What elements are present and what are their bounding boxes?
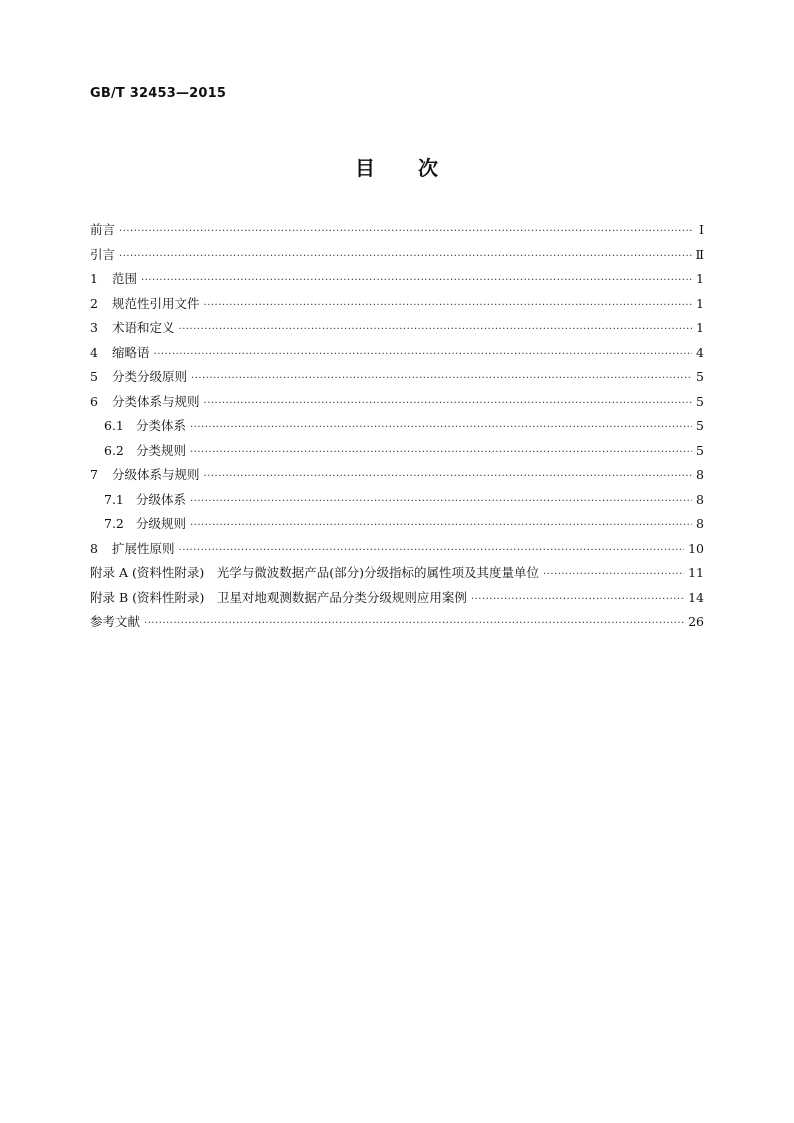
toc-entry-page: 10 xyxy=(688,540,704,556)
toc-entry-page: 14 xyxy=(688,589,704,605)
toc-entry-number: 7 xyxy=(90,467,98,482)
dot-leader xyxy=(179,316,692,343)
toc-entry-page: 26 xyxy=(688,614,704,629)
toc-entry-label: 分级体系 xyxy=(136,491,187,507)
toc-entry-label: 分类规则 xyxy=(136,442,187,458)
toc-entry-label: 引言 xyxy=(90,246,116,262)
toc-entry-6[interactable] xyxy=(90,390,704,415)
dot-leader xyxy=(141,267,692,294)
dot-leader xyxy=(190,414,692,441)
toc-entry-7-2[interactable] xyxy=(90,512,704,537)
toc-entry-label: 分级规则 xyxy=(136,516,187,531)
toc-entry-page: 8 xyxy=(696,491,704,507)
toc-entry-label: 附录 B (资料性附录) 卫星对地观测数据产品分类分级规则应用案例 xyxy=(90,589,467,605)
dot-leader xyxy=(191,365,692,392)
toc-entry-page: 8 xyxy=(696,467,704,482)
toc-entry-number: 4 xyxy=(90,344,98,360)
toc-entry-6-2[interactable] xyxy=(90,439,704,464)
toc-entry-label: 术语和定义 xyxy=(112,320,175,335)
toc-entry-references[interactable] xyxy=(90,610,704,635)
toc-entry-page: 1 xyxy=(696,320,704,335)
toc-entry-number: 6 xyxy=(90,393,98,409)
toc-entry-5[interactable] xyxy=(90,365,704,390)
dot-leader xyxy=(119,218,692,245)
toc-entry-number: 6.2 xyxy=(104,442,124,458)
toc-entry-3[interactable] xyxy=(90,316,704,341)
toc-entry-number: 5 xyxy=(90,369,98,384)
dot-leader xyxy=(144,610,684,637)
dot-leader xyxy=(204,390,692,417)
toc-entry-label: 前言 xyxy=(90,222,116,237)
dot-leader xyxy=(119,243,691,270)
toc-entry-page: 5 xyxy=(696,418,704,433)
toc-entry-number: 7.1 xyxy=(104,491,124,507)
toc-entry-page: 8 xyxy=(696,516,704,531)
toc-entry-label: 缩略语 xyxy=(112,344,150,360)
dot-leader xyxy=(190,512,692,539)
toc-entry-7[interactable] xyxy=(90,463,704,488)
toc-entry-7-1[interactable] xyxy=(90,488,704,513)
toc-entry-label: 附录 A (资料性附录) 光学与微波数据产品(部分)分级指标的属性项及其度量单位 xyxy=(90,565,539,580)
dot-leader xyxy=(179,537,685,564)
dot-leader xyxy=(154,341,692,368)
toc-entry-page: 1 xyxy=(696,271,704,286)
toc-entry-page: 1 xyxy=(696,295,704,311)
table-of-contents xyxy=(90,218,704,635)
dot-leader xyxy=(190,439,692,466)
toc-entry-page: 5 xyxy=(696,442,704,458)
dot-leader xyxy=(543,561,684,588)
toc-entry-label: 分级体系与规则 xyxy=(112,467,200,482)
dot-leader xyxy=(190,488,692,515)
toc-entry-label: 范围 xyxy=(112,271,138,286)
toc-entry-page: Ⅱ xyxy=(695,246,704,262)
toc-entry-8[interactable] xyxy=(90,537,704,562)
toc-entry-page: 4 xyxy=(696,344,704,360)
toc-entry-page: 5 xyxy=(696,393,704,409)
toc-entry-number: 7.2 xyxy=(104,516,124,531)
toc-entry-label: 扩展性原则 xyxy=(112,540,175,556)
dot-leader xyxy=(204,463,692,490)
dot-leader xyxy=(204,292,692,319)
toc-entry-label: 参考文献 xyxy=(90,614,141,629)
toc-entry-number: 2 xyxy=(90,295,98,311)
page-title: 目 次 xyxy=(355,156,439,180)
toc-entry-appendix-b[interactable] xyxy=(90,586,704,611)
toc-entry-label: 分类体系 xyxy=(136,418,187,433)
toc-entry-label: 分类分级原则 xyxy=(112,369,188,384)
dot-leader xyxy=(471,586,684,613)
toc-entry-1[interactable] xyxy=(90,267,704,292)
toc-entry-introduction[interactable] xyxy=(90,243,704,268)
toc-entry-page: Ⅰ xyxy=(699,222,704,237)
toc-entry-page: 5 xyxy=(696,369,704,384)
toc-entry-4[interactable] xyxy=(90,341,704,366)
toc-entry-6-1[interactable] xyxy=(90,414,704,439)
toc-entry-number: 1 xyxy=(90,271,98,286)
toc-entry-appendix-a[interactable] xyxy=(90,561,704,586)
toc-entry-label: 分类体系与规则 xyxy=(112,393,200,409)
toc-entry-number: 8 xyxy=(90,540,98,556)
toc-entry-number: 3 xyxy=(90,320,98,335)
toc-entry-label: 规范性引用文件 xyxy=(112,295,200,311)
toc-entry-foreword[interactable] xyxy=(90,218,704,243)
toc-entry-2[interactable] xyxy=(90,292,704,317)
toc-entry-number: 6.1 xyxy=(104,418,124,433)
standard-code: GB/T 32453—2015 xyxy=(90,86,227,101)
toc-entry-page: 11 xyxy=(688,565,704,580)
